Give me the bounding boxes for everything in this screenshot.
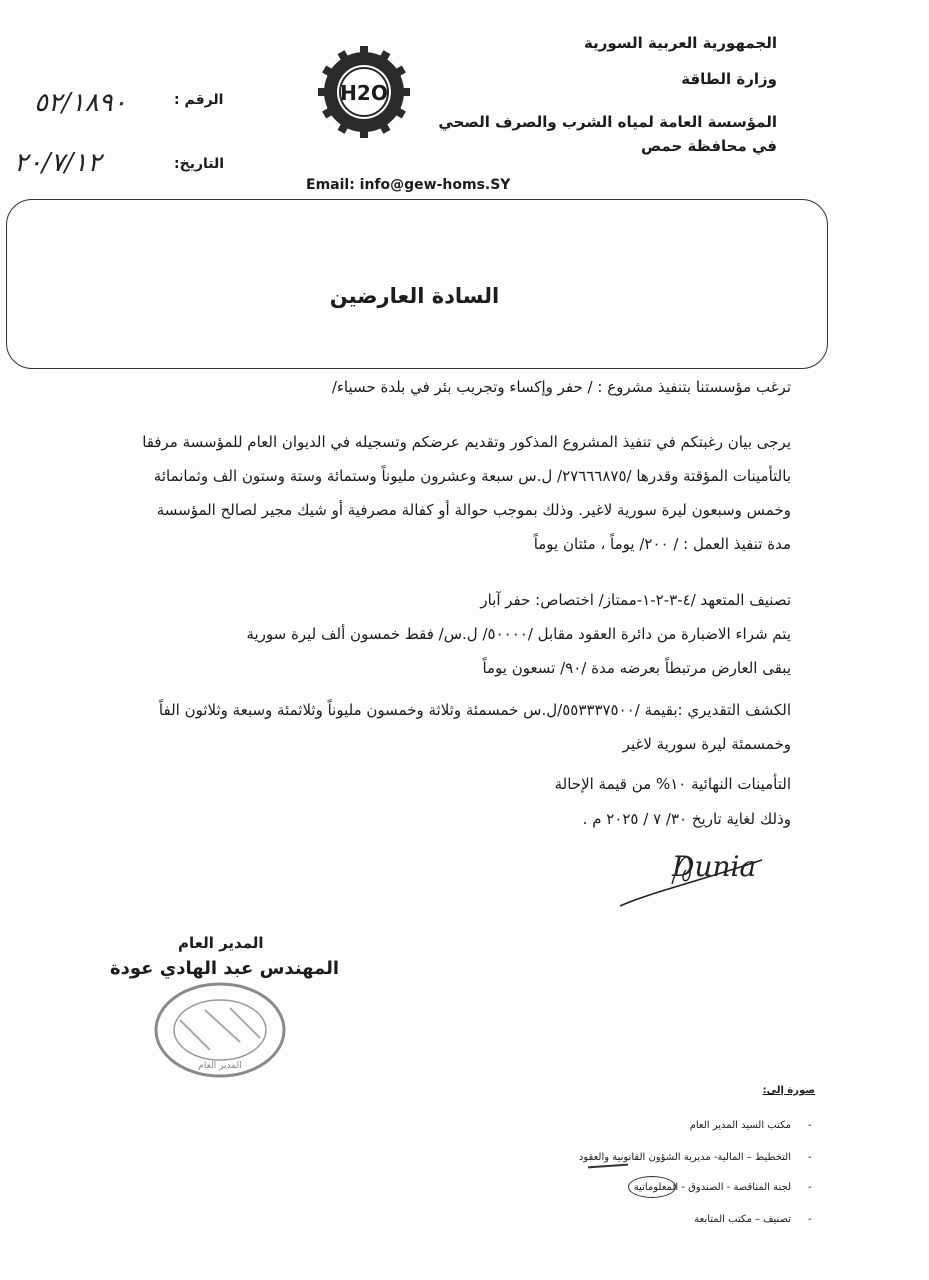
ref-value: ٥٢/١٨٩٠ (34, 88, 127, 118)
copy-item-1: مكتب السيد المدير العام (689, 1120, 791, 1131)
gear-logo-icon (316, 44, 412, 140)
body-line-1: ترغب مؤسستنا بتنفيذ مشروع : / حفر وإكساء وتجريب بئر في بلدة حسياء/ (331, 378, 791, 396)
body-line-12: وذلك لغاية تاريخ ٣٠/ ٧ / ٢٠٢٥ م . (582, 810, 791, 828)
body-line-5: مدة تنفيذ العمل : / ٢٠٠/ يوماً ، مئتان يوماً (533, 535, 791, 553)
stamp-text: المدير العام (198, 1061, 242, 1071)
institution-logo (316, 44, 412, 140)
body-line-4: وخمس وسبعون ليرة سورية لاغير. وذلك بموجب حوالة أو كفالة مصرفية أو شيك مجير لصالح المؤسسة (156, 501, 791, 519)
body-line-10: وخمسمئة ليرة سورية لاغير (622, 735, 791, 753)
signature-text: Dunia (672, 850, 757, 883)
institution-governorate: في محافظة حمص (640, 137, 777, 155)
signatory-name: المهندس عبد الهادي عودة (110, 958, 340, 979)
body-line-11: التأمينات النهائية ١٠% من قيمة الإحالة (554, 775, 791, 793)
copy-bullet-1: - (808, 1120, 812, 1131)
republic-name: الجمهورية العربية السورية (584, 34, 777, 52)
copy-item-4: تصنيف – مكتب المتابعة (694, 1214, 791, 1225)
institution-name: المؤسسة العامة لمياه الشرب والصرف الصحي (438, 113, 777, 131)
copy-bullet-2: - (808, 1152, 812, 1163)
body-line-6: تصنيف المتعهد /٤-٣-٢-١-ممتاز/ اختصاص: حفر آبار (480, 591, 791, 609)
copy-item-3: لجنة المناقصة - الصندوق - المعلوماتية (633, 1182, 791, 1193)
ministry-name: وزارة الطاقة (681, 70, 777, 88)
body-line-3: بالتأمينات المؤقتة وقدرها /٢٧٦٦٦٨٧٥/ ل.س سبعة وعشرون مليوناً وستمائة وستة وستون الف وثمانمائة (153, 467, 791, 485)
underline-mark (588, 1164, 628, 1169)
date-label: التاريخ: (174, 156, 225, 172)
signatory-title: المدير العام (178, 934, 264, 952)
body-line-8: يبقى العارض مرتبطاً بعرضه مدة /٩٠/ تسعون يوماً (482, 659, 791, 677)
official-stamp (150, 980, 290, 1080)
copies-heading: صورة إلى: (762, 1085, 815, 1096)
ref-label: الرقم : (174, 92, 224, 108)
date-value: ٢٠/٧/١٢ (14, 148, 102, 178)
copy-bullet-4: - (808, 1214, 812, 1225)
circle-mark (628, 1176, 676, 1198)
handwritten-signature (612, 840, 782, 912)
logo-text: H2O (340, 81, 388, 105)
body-line-9: الكشف التقديري :بقيمة /٥٥٣٣٣٧٥٠٠/ل.س خمسمئة وثلاثة وخمسون مليوناً وثلاثمئة وسبعة وثلاثون الفاً (158, 701, 791, 719)
body-line-2: يرجى بيان رغبتكم في تنفيذ المشروع المذكور وتقديم عرضكم وتسجيله في الديوان العام للمؤسسة مرفقا (142, 433, 791, 451)
email-address: Email: info@gew-homs.SY (306, 177, 511, 193)
copy-bullet-3: - (808, 1182, 812, 1193)
copy-item-2: التخطيط – المالية- مديرية الشؤون القانونية والعقود (578, 1152, 791, 1163)
addressee-title: السادة العارضين (329, 284, 500, 308)
body-line-7: يتم شراء الاضبارة من دائرة العقود مقابل /٥٠٠٠٠/ ل.س/ فقط خمسون ألف ليرة سورية (246, 625, 791, 643)
